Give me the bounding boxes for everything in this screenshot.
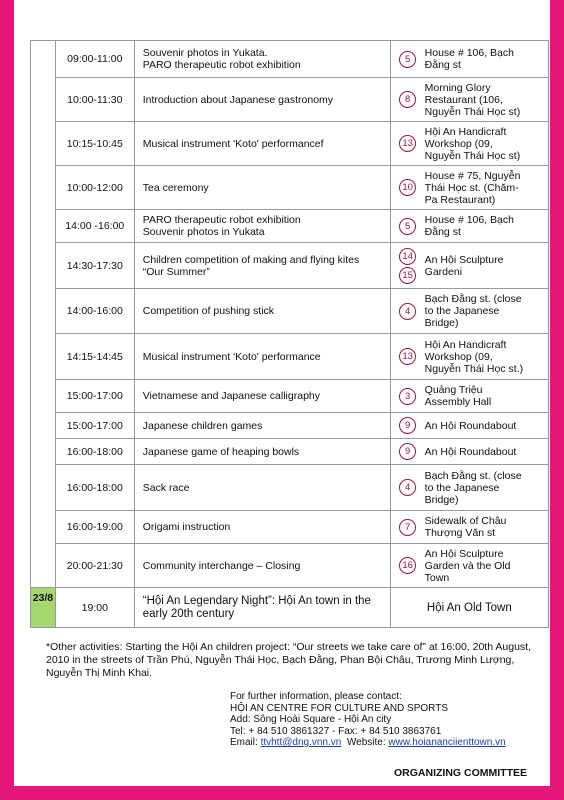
website-label: Website: xyxy=(341,737,389,748)
location-cell xyxy=(390,166,548,210)
time-cell: 16:00-18:00 xyxy=(55,465,134,511)
location-number-badge: 9 xyxy=(399,443,416,460)
activity-line: Sack race xyxy=(142,481,190,494)
location-line: Pa Restaurant) xyxy=(424,193,496,206)
location-number-badge: 15 xyxy=(399,267,416,284)
activity-line: Japanese children games xyxy=(142,419,263,432)
time-cell: 14:00-16:00 xyxy=(55,289,134,334)
activity-line: Souvenir photos in Yukata. xyxy=(142,47,268,59)
contact-web-line xyxy=(230,737,506,749)
activity-cell xyxy=(134,41,390,78)
location-line: Garden và the Old xyxy=(424,559,511,572)
website-link[interactable]: www.hoiananciienttown.vn xyxy=(388,737,506,748)
activity-cell xyxy=(134,78,390,122)
organizing-committee: ORGANIZING COMMITTEE xyxy=(394,767,527,779)
location-line: Bridge) xyxy=(424,493,459,506)
location-line: to the Japanese xyxy=(424,481,500,494)
schedule-row xyxy=(31,465,549,511)
location-line: Hội An Handicraft xyxy=(424,125,507,138)
location-cell xyxy=(390,289,548,334)
location-cell: Hội An Old Town xyxy=(390,588,548,628)
activity-line: Musical instrument 'Koto' performance xyxy=(142,350,321,363)
activity-cell xyxy=(134,122,390,166)
activity-line: Vietnamese and Japanese calligraphy xyxy=(142,390,320,402)
time-cell: 10:15-10:45 xyxy=(55,122,134,166)
contact-phone: Tel: + 84 510 3861327 - Fax: + 84 510 3863761 xyxy=(230,725,442,737)
schedule-row xyxy=(31,41,549,78)
location-line: Sidewalk of Châu xyxy=(424,515,507,527)
location-line: Đằng st xyxy=(424,59,461,71)
time-cell: 15:00-17:00 xyxy=(55,413,134,439)
activity-cell xyxy=(134,511,390,544)
location-line: Đằng st xyxy=(424,226,461,238)
activity-line: Community interchange – Closing xyxy=(142,559,301,572)
location-line: to the Japanese xyxy=(424,305,500,317)
location-line: Thái Học st. (Chăm- xyxy=(424,181,519,194)
location-line: Hội An Handicraft xyxy=(424,338,507,351)
location-number-badge: 14 xyxy=(399,248,416,265)
location-line: Workshop (09, xyxy=(424,137,493,150)
activity-line: Introduction about Japanese gastronomy xyxy=(142,93,334,106)
location-line: Morning Glory xyxy=(424,81,491,94)
activity-line: Souvenir photos in Yukata xyxy=(142,226,265,238)
location-line: Nguyễn Thái Học st) xyxy=(424,105,521,118)
activity-cell xyxy=(134,166,390,210)
schedule-row xyxy=(31,210,549,243)
email-label: Email: xyxy=(230,737,261,748)
location-cell xyxy=(390,511,548,544)
location-cell xyxy=(390,465,548,511)
contact-org: HỘI AN CENTRE FOR CULTURE AND SPORTS xyxy=(230,702,448,714)
location-line: Thượng Văn st xyxy=(424,527,496,539)
location-cell xyxy=(390,439,548,465)
contact-address: Add: Sông Hoài Square - Hội An city xyxy=(230,714,392,725)
location-number-badge: 5 xyxy=(399,218,416,235)
activity-line: Musical instrument 'Koto' performancef xyxy=(142,137,324,150)
location-cell xyxy=(390,210,548,243)
location-line: Quảng Triệu xyxy=(424,384,483,396)
location-cell xyxy=(390,41,548,78)
schedule-row xyxy=(31,289,549,334)
location-number-badge: 13 xyxy=(399,135,416,152)
location-number-badge: 9 xyxy=(399,417,416,434)
activity-line: PARO therapeutic robot exhibition xyxy=(142,59,301,71)
time-cell: 19:00 xyxy=(55,588,134,628)
activity-line: Competition of pushing stick xyxy=(142,305,275,317)
location-line: Workshop (09, xyxy=(424,350,493,363)
location-line: An Hội Sculpture xyxy=(424,253,504,266)
location-number-badge: 10 xyxy=(399,179,416,196)
location-line: An Hội Roundabout xyxy=(424,419,517,432)
schedule-row xyxy=(31,334,549,380)
time-cell: 15:00-17:00 xyxy=(55,380,134,413)
time-cell: 09:00-11:00 xyxy=(55,41,134,78)
location-line: House # 106, Bạch xyxy=(424,47,514,59)
activity-cell xyxy=(134,439,390,465)
activity-cell xyxy=(134,588,390,628)
schedule-row xyxy=(31,78,549,122)
location-number-badge: 5 xyxy=(399,51,416,68)
location-cell xyxy=(390,122,548,166)
activity-line: early 20th century xyxy=(142,607,235,620)
activity-line: Children competition of making and flying kites xyxy=(142,253,360,266)
email-link[interactable]: ttvhtt@dng.vnn.vn xyxy=(260,737,342,748)
activity-line: PARO therapeutic robot exhibition xyxy=(142,214,301,226)
location-cell xyxy=(390,544,548,588)
schedule-row xyxy=(31,511,549,544)
schedule-row xyxy=(31,413,549,439)
location-cell xyxy=(390,334,548,380)
time-cell: 16:00-19:00 xyxy=(55,511,134,544)
schedule-row xyxy=(31,544,549,588)
location-number-badge: 4 xyxy=(399,479,416,496)
time-cell: 14:00 -16:00 xyxy=(55,210,134,243)
location-line: House # 106, Bạch xyxy=(424,214,514,226)
contact-intro: For further information, please contact: xyxy=(230,691,402,702)
location-cell xyxy=(390,243,548,289)
location-number-badge: 4 xyxy=(399,303,416,320)
location-line: An Hội Sculpture xyxy=(424,547,504,560)
schedule-row-final xyxy=(31,588,549,628)
date-cell xyxy=(31,41,56,588)
location-line: Assembly Hall xyxy=(424,396,492,408)
location-number-badge: 8 xyxy=(399,91,416,108)
schedule-row xyxy=(31,439,549,465)
activity-cell xyxy=(134,243,390,289)
schedule-row xyxy=(31,243,549,289)
location-cell xyxy=(390,78,548,122)
time-cell: 20:00-21:30 xyxy=(55,544,134,588)
schedule-table xyxy=(30,40,549,628)
activity-cell xyxy=(134,413,390,439)
location-line: Bạch Đằng st. (close xyxy=(424,293,522,305)
activity-line: Origami instruction xyxy=(142,521,231,533)
location-number-badge: 3 xyxy=(399,388,416,405)
activity-cell xyxy=(134,465,390,511)
schedule-row xyxy=(31,122,549,166)
activity-line: “Our Summer” xyxy=(142,265,210,278)
schedule-row xyxy=(31,380,549,413)
time-cell: 10:00-11:30 xyxy=(55,78,134,122)
activity-line: “Hội An Legendary Night”: Hội An town in the xyxy=(142,594,371,607)
location-line: House # 75, Nguyễn xyxy=(424,169,521,182)
time-cell: 16:00-18:00 xyxy=(55,439,134,465)
location-line: Nguyễn Thái Học st) xyxy=(424,149,521,162)
activity-cell xyxy=(134,544,390,588)
location-line: Town xyxy=(424,571,450,584)
location-line: Restaurant (106, xyxy=(424,93,503,106)
activity-cell xyxy=(134,289,390,334)
activity-line: Japanese game of heaping bowls xyxy=(142,445,300,458)
location-line: Gardeni xyxy=(424,265,463,278)
location-number-badge: 13 xyxy=(399,348,416,365)
time-cell: 14:15-14:45 xyxy=(55,334,134,380)
activity-cell xyxy=(134,380,390,413)
date-cell-23-8: 23/8 xyxy=(31,588,56,628)
location-cell xyxy=(390,413,548,439)
location-number-badge: 16 xyxy=(399,557,416,574)
activity-cell xyxy=(134,334,390,380)
contact-block xyxy=(230,691,506,749)
other-activities-note: *Other activities: Starting the Hội An children project: “Our streets we take care of” at 16:00, 20th August, 2010 in the streets of Trần Phú, Nguyễn Thái Học, Bạch Đằng, Phan Bội Châu, Trương Minh Lượng, Nguyễn Thị Minh Khai. xyxy=(46,641,531,679)
location-line: An Hội Roundabout xyxy=(424,445,517,458)
schedule-row xyxy=(31,166,549,210)
time-cell: 14:30-17:30 xyxy=(55,243,134,289)
activity-line: Tea ceremony xyxy=(142,181,209,194)
location-cell xyxy=(390,380,548,413)
time-cell: 10:00-12:00 xyxy=(55,166,134,210)
location-line: Bridge) xyxy=(424,317,459,329)
activity-cell xyxy=(134,210,390,243)
location-line: Bạch Đằng st. (close xyxy=(424,469,522,482)
location-line: Nguyễn Thái Học st.) xyxy=(424,362,524,375)
location-number-badge: 7 xyxy=(399,519,416,536)
